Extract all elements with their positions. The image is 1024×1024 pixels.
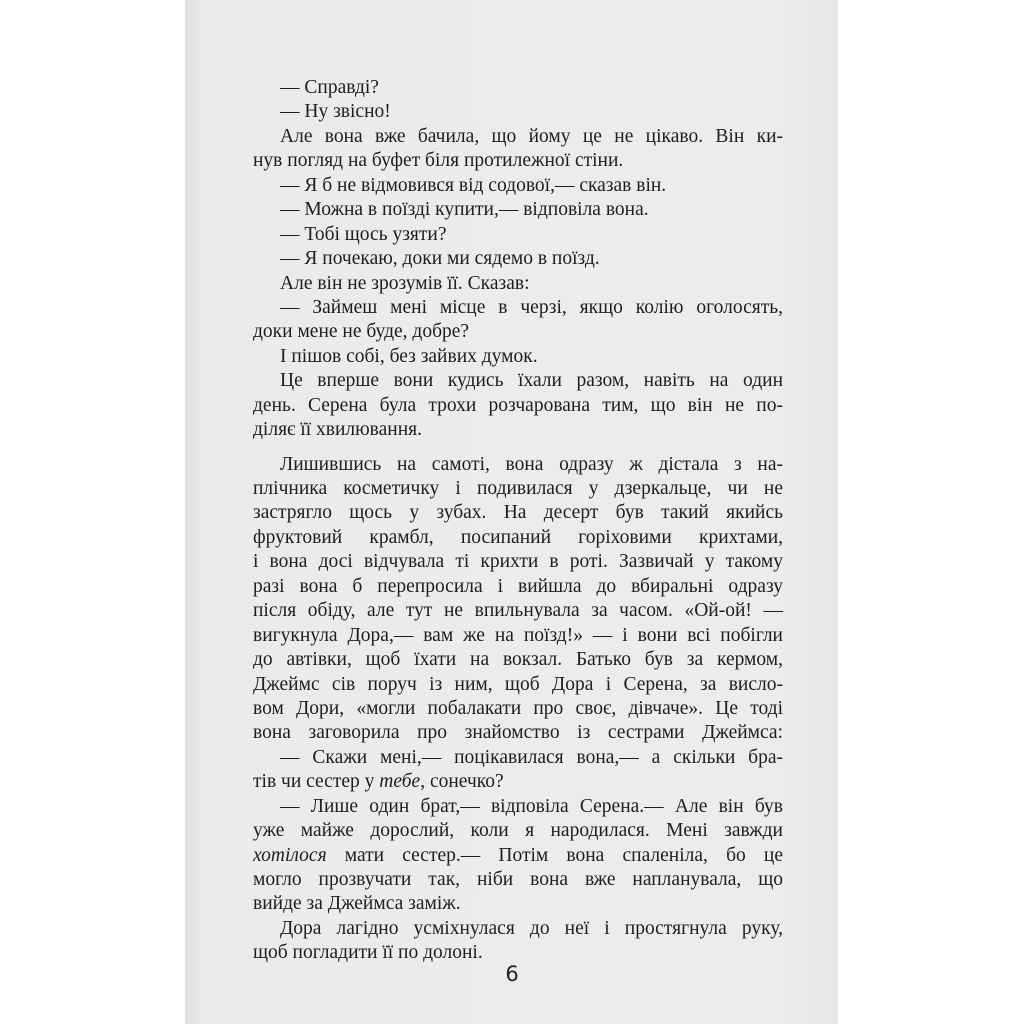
text-line: нув погляд на буфет біля протилежної стіни. bbox=[253, 150, 624, 172]
text-line: діляє її хвилювання. bbox=[253, 419, 423, 441]
text-line: до автівки, щоб їхати на вокзал. Батько був за кермом, bbox=[253, 649, 783, 671]
text-segment: , сонечко? bbox=[420, 771, 504, 793]
text-line: Це вперше вони кудись їхали разом, навіть на один bbox=[280, 370, 783, 392]
text-line: І пішов собі, без зайвих думок. bbox=[280, 345, 538, 367]
text-line: застрягло щось у зубах. На десерт був такий якийсь bbox=[253, 502, 783, 524]
page-number: 6 bbox=[505, 962, 519, 986]
text-line: плічника косметичку і подивилася у дзеркальце, чи не bbox=[253, 478, 783, 499]
text-line: після обіду, але тут не впильнувала за часом. «Ой-ой! — bbox=[253, 600, 783, 622]
text-line: вигукнула Дора,— вам же на поїзд!» — і вони всі побігли bbox=[253, 624, 783, 646]
text-line: Дора лагідно усміхнулася до неї і простягнула руку, bbox=[280, 917, 783, 939]
text-line: — Справді? bbox=[280, 77, 379, 98]
italic-emphasis: тебе bbox=[379, 771, 421, 793]
text-line: вом Дори, «могли побалакати про своє, дівчаче». Це тоді bbox=[253, 697, 783, 719]
text-line: — Можна в поїзді купити,— відповіла вона. bbox=[280, 199, 649, 221]
text-line: — Тобі щось узяти? bbox=[280, 223, 447, 245]
text-line bbox=[253, 770, 783, 794]
text-line: Джеймс сів поруч із ним, щоб Дора і Серена, за висло- bbox=[253, 673, 783, 695]
text-line: вийде за Джеймса заміж. bbox=[253, 893, 461, 915]
text-line: щоб погладити її по долоні. bbox=[253, 942, 483, 964]
text-line: могло прозвучати так, ніби вона вже напланувала, що bbox=[253, 869, 783, 890]
text-line: — Я почекаю, доки ми сядемо в поїзд. bbox=[280, 248, 600, 270]
text-line: — Займеш мені місце в черзі, якщо колію оголосять, bbox=[280, 296, 783, 318]
text-line: — Ну звісно! bbox=[280, 101, 391, 123]
text-line: Лишившись на самоті, вона одразу ж дістала з на- bbox=[280, 453, 783, 475]
text-line bbox=[253, 844, 783, 868]
italic-emphasis: хотілося bbox=[253, 844, 327, 866]
text-segment: тів чи сестер у bbox=[253, 771, 380, 793]
text-line: і вона досі відчувала ті крихти в роті. Зазвичай у такому bbox=[253, 551, 783, 573]
text-line: вона заговорила про знайомство із сестрами Джеймса: bbox=[253, 722, 783, 744]
text-line: разі вона б перепросила і вийшла до вбиральні одразу bbox=[253, 575, 783, 597]
text-line: — Я б не відмовився від содової,— сказав він. bbox=[280, 174, 667, 196]
page-body-text bbox=[253, 76, 783, 966]
text-segment: мати сестер.— Потім вона спаленіла, бо це bbox=[326, 844, 783, 866]
text-line: — Скажи мені,— поцікавилася вона,— а скільки бра- bbox=[280, 746, 783, 768]
text-line: Але вона вже бачила, що йому це не цікаво. Він ки- bbox=[280, 125, 783, 147]
text-line: уже майже дорослий, коли я народилася. Мені завжди bbox=[253, 820, 783, 842]
text-line: — Лише один брат,— відповіла Серена.— Але він був bbox=[280, 795, 783, 817]
text-line: фруктовий крамбл, посипаний горіховими крихтами, bbox=[253, 526, 783, 548]
text-line: Але він не зрозумів її. Сказав: bbox=[280, 272, 530, 294]
text-line: доки мене не буде, добре? bbox=[253, 321, 470, 343]
text-line: день. Серена була трохи розчарована тим, що він не по- bbox=[253, 394, 783, 416]
